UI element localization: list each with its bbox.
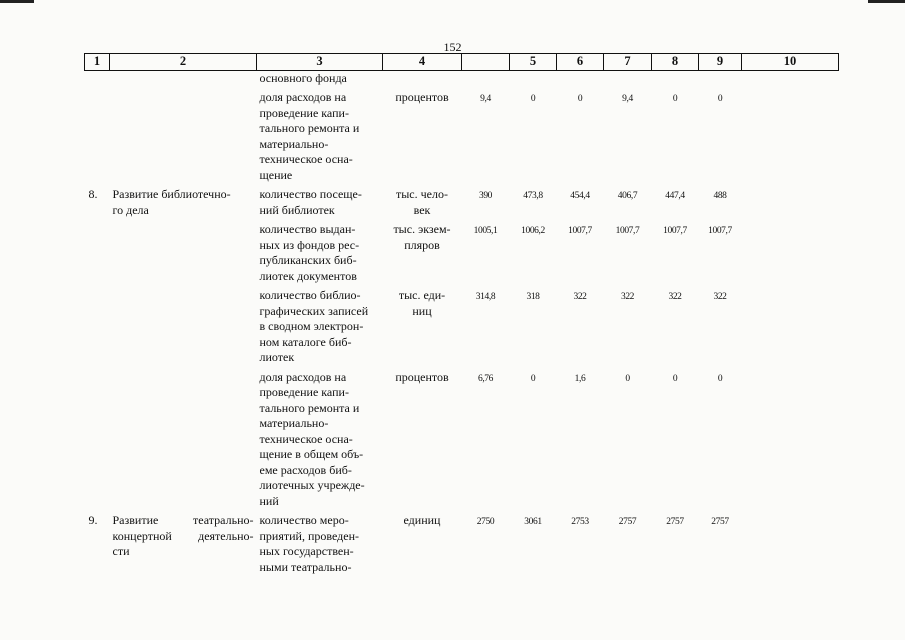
- note-cell: [742, 70, 839, 86]
- program-cell: [110, 70, 257, 86]
- value-cell: 0: [672, 94, 678, 104]
- value-cell: 0: [530, 373, 536, 384]
- row-number-cell: 8.: [88, 187, 98, 201]
- note-cell: [742, 90, 839, 183]
- value-cell: 1007,7: [568, 226, 592, 236]
- unit-cell: единиц: [403, 513, 441, 527]
- row-number-cell: [85, 370, 110, 510]
- header-cell: 8: [652, 54, 699, 71]
- value-cell: 1007,7: [615, 226, 640, 236]
- row-number-cell: [85, 222, 110, 284]
- program-cell: [110, 222, 257, 284]
- row-number-cell: [85, 90, 110, 183]
- value-cell: [510, 70, 557, 86]
- value-cell: 322: [573, 292, 587, 302]
- unit-cell: тыс. чело- век: [396, 187, 448, 217]
- value-cell: 0: [672, 373, 678, 384]
- table-row: [85, 90, 839, 183]
- value-cell: 2757: [618, 517, 637, 527]
- value-cell: 322: [713, 292, 727, 302]
- row-number-cell: 9.: [88, 513, 98, 527]
- value-cell: 0: [717, 373, 723, 384]
- unit-cell: тыс. экзем- пляров: [393, 222, 451, 252]
- indicator-cell: доля расходов на проведение капи- тального ремонта и материально- техническое осна- щение в общем объ- еме расходов биб- лиотечных учрежде- ний: [259, 369, 365, 508]
- value-cell: 9,4: [480, 94, 491, 104]
- column-number-header-row: [85, 54, 839, 71]
- value-cell: 1007,7: [663, 226, 687, 236]
- table-row: [85, 222, 839, 284]
- table-row: [85, 513, 839, 575]
- value-cell: [462, 70, 510, 86]
- value-cell: 1005,1: [473, 226, 498, 236]
- table-row: [85, 370, 839, 510]
- program-cell: [110, 288, 257, 366]
- value-cell: 1007,7: [708, 226, 732, 236]
- program-cell: Развитие библиотечно- го дела: [112, 187, 231, 217]
- header-cell: 3: [257, 54, 383, 71]
- value-cell: 0: [530, 94, 536, 104]
- value-cell: 488: [713, 191, 727, 201]
- value-cell: [604, 70, 652, 86]
- table-row: [85, 187, 839, 218]
- indicator-cell: количество посеще- ний библиотек: [259, 187, 362, 217]
- row-number-cell: [85, 70, 110, 86]
- header-cell: [462, 54, 510, 71]
- value-cell: [557, 70, 604, 86]
- value-cell: 1,6: [574, 373, 586, 384]
- table-row: [85, 288, 839, 366]
- header-cell: 1: [85, 54, 110, 71]
- note-cell: [742, 513, 839, 575]
- note-cell: [742, 370, 839, 510]
- value-cell: 0: [717, 94, 723, 104]
- note-cell: [742, 288, 839, 366]
- header-cell: 2: [110, 54, 257, 71]
- header-cell: 6: [557, 54, 604, 71]
- value-cell: 406,7: [617, 191, 638, 201]
- value-cell: 2753: [571, 517, 589, 527]
- value-cell: 9,4: [622, 94, 633, 104]
- value-cell: 473,8: [523, 191, 543, 201]
- note-cell: [742, 187, 839, 218]
- note-cell: [742, 222, 839, 284]
- unit-cell: [383, 70, 462, 86]
- indicator-cell: доля расходов на проведение капи- тального ремонта и материально- техническое осна- щение: [259, 90, 360, 182]
- value-cell: 322: [668, 292, 682, 302]
- value-cell: 6,76: [477, 373, 494, 384]
- value-cell: 3061: [524, 517, 542, 527]
- unit-cell: процентов: [395, 369, 449, 384]
- value-cell: 2757: [711, 517, 729, 527]
- header-cell: 4: [383, 54, 462, 71]
- table-row: [85, 70, 839, 86]
- value-cell: [652, 70, 699, 86]
- program-cell: [110, 90, 257, 183]
- indicator-cell: основного фонда: [259, 70, 347, 85]
- unit-cell: тыс. еди- ниц: [398, 288, 446, 318]
- value-cell: 454,4: [570, 191, 590, 201]
- header-cell: 10: [742, 54, 839, 71]
- indicator-cell: количество выдан- ных из фондов рес- публиканских биб- лиотек документов: [259, 222, 360, 283]
- value-cell: 0: [577, 94, 583, 104]
- value-cell: 318: [526, 292, 540, 302]
- header-cell: 9: [699, 54, 742, 71]
- value-cell: 314,8: [475, 292, 496, 302]
- value-cell: 2757: [666, 517, 684, 527]
- indicator-table: [84, 53, 839, 575]
- indicator-cell: количество библио- графических записей в сводном электрон- ном каталоге биб- лиотек: [259, 288, 369, 364]
- header-cell: 5: [510, 54, 557, 71]
- unit-cell: процентов: [395, 90, 449, 104]
- value-cell: [699, 70, 742, 86]
- program-cell: [110, 370, 257, 510]
- page-number: 152: [443, 40, 462, 54]
- value-cell: 0: [625, 373, 630, 384]
- value-cell: 2750: [476, 517, 495, 527]
- scan-corner-mark-right: [868, 0, 905, 3]
- value-cell: 322: [620, 292, 635, 302]
- indicator-cell: количество меро- приятий, проведен- ных государствен- ными театрально-: [259, 513, 359, 574]
- row-number-cell: [85, 288, 110, 366]
- scan-corner-mark-left: [0, 0, 34, 3]
- program-cell: Развитие театрально- концертной деятельно- сти: [112, 513, 254, 558]
- value-cell: 390: [478, 191, 493, 201]
- value-cell: 447,4: [665, 191, 685, 201]
- value-cell: 1006,2: [521, 226, 545, 236]
- header-cell: 7: [604, 54, 652, 71]
